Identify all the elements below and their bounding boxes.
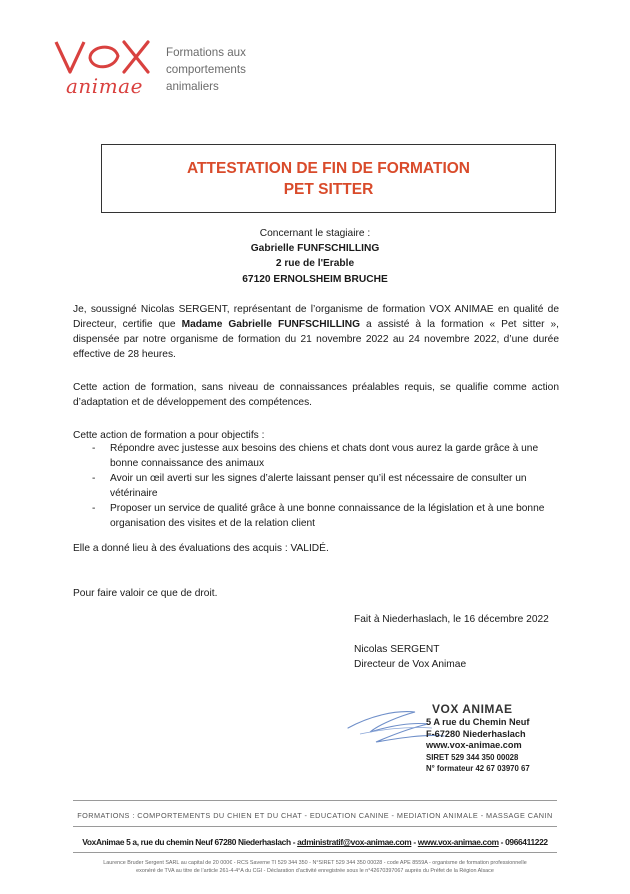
- legal-line: exonéré de TVA au titre de l’article 261-4-4°A du CGI - Déclaration d’activité enregistrée sous le n°42670397067 auprès du Préfet de la Région Alsace: [136, 868, 494, 874]
- footer-contact: [73, 835, 557, 850]
- tagline-line: Formations aux: [166, 46, 246, 59]
- document-title-box: [101, 144, 556, 213]
- place-date: Fait à Niederhaslach, le 16 décembre 2022: [354, 614, 549, 625]
- certified-person: Madame Gabrielle FUNFSCHILLING: [181, 319, 361, 330]
- trainee-block: [160, 226, 470, 287]
- closing-paragraph: Pour faire valoir ce que de droit.: [73, 588, 218, 599]
- trainee-street: 2 rue de l'Erable: [275, 258, 355, 270]
- legal-line: Laurence Bruder Sergent SARL au capital de 20 000€ - RCS Saverne TI 529 344 350 - N°SIRET 529 344 350 00028 - code APE 8559A - organisme de formation professionnelle: [103, 860, 527, 866]
- signer-block: [354, 642, 466, 672]
- footer-legal: [73, 859, 557, 875]
- stamp-company-name: VOX ANIMAE: [432, 702, 513, 716]
- stamp-address-line: 5 A rue du Chemin Neuf: [426, 717, 530, 727]
- footer-services: FORMATIONS : COMPORTEMENTS DU CHIEN ET DU CHAT - EDUCATION CANINE - MEDIATION ANIMALE - MASSAGE CANIN: [77, 811, 553, 820]
- objective-item: - Avoir un œil averti sur les signes d’alerte laissant penser qu’il est nécessaire de consulter un vétérinaire: [73, 471, 559, 501]
- stamp-address-line: F-67280 Niederhaslach: [426, 728, 526, 739]
- objectives-intro: Cette action de formation a pour objectifs :: [73, 430, 265, 441]
- footer-divider: [73, 826, 557, 827]
- trainee-intro: Concernant le stagiaire :: [259, 228, 371, 239]
- certification-text-start: Je, soussigné Nicolas SERGENT, représentant de l’organisme de formation VOX ANIMAE en qualité de Directeur, certifie que: [73, 304, 559, 330]
- footer-divider: [73, 852, 557, 853]
- vox-animae-logo: [52, 36, 157, 102]
- contact-separator: -: [411, 837, 418, 847]
- signer-name: Nicolas SERGENT: [354, 644, 440, 655]
- contact-address: VoxAnimae 5 a, rue du chemin Neuf 67280 Niederhaslach -: [82, 837, 298, 847]
- tagline-line: animaliers: [166, 80, 219, 93]
- trainee-city: 67120 ERNOLSHEIM BRUCHE: [242, 273, 388, 285]
- stamp-website: www.vox-animae.com: [426, 740, 522, 750]
- stamp-siret: SIRET 529 344 350 00028: [426, 752, 519, 762]
- objective-item: - Répondre avec justesse aux besoins des chiens et chats dont vous aurez la garde grâce à une bonne connaissance des animaux: [73, 441, 559, 471]
- contact-email-link[interactable]: administratif@vox-animae.com: [297, 837, 412, 847]
- stamp-formateur-number: N° formateur 42 67 03970 67: [426, 763, 530, 773]
- document-subtitle: PET SITTER: [283, 181, 374, 198]
- contact-phone: - 0966411222: [498, 837, 548, 847]
- footer-divider: [73, 800, 557, 801]
- certification-paragraph: [73, 302, 559, 362]
- trainee-name: Gabrielle FUNFSCHILLING: [250, 243, 380, 255]
- signer-role: Directeur de Vox Animae: [354, 659, 467, 670]
- company-stamp: [426, 702, 556, 774]
- evaluation-paragraph: Elle a donné lieu à des évaluations des acquis : VALIDÉ.: [73, 543, 329, 554]
- logo-wordmark: animae: [66, 74, 143, 98]
- contact-website-link[interactable]: www.vox-animae.com: [417, 837, 499, 847]
- qualification-paragraph: Cette action de formation, sans niveau de connaissances préalables requis, se qualifie comme action d’adaptation et de développement des compétences.: [73, 382, 559, 408]
- objectives-list: [73, 441, 559, 531]
- certification-text-end: a assisté à la formation « Pet sitter », dispensée par notre organisme de formation du 21 novembre 2022 au 24 novembre 2022, d’une durée effective de 28 heures.: [73, 319, 560, 360]
- document-title: ATTESTATION DE FIN DE FORMATION: [187, 160, 470, 177]
- brand-tagline: [166, 44, 286, 95]
- objective-item: - Proposer un service de qualité grâce à une bonne connaissance de la législation et à une bonne organisation des visites et de la relation client: [73, 501, 559, 531]
- tagline-line: comportements: [166, 63, 246, 76]
